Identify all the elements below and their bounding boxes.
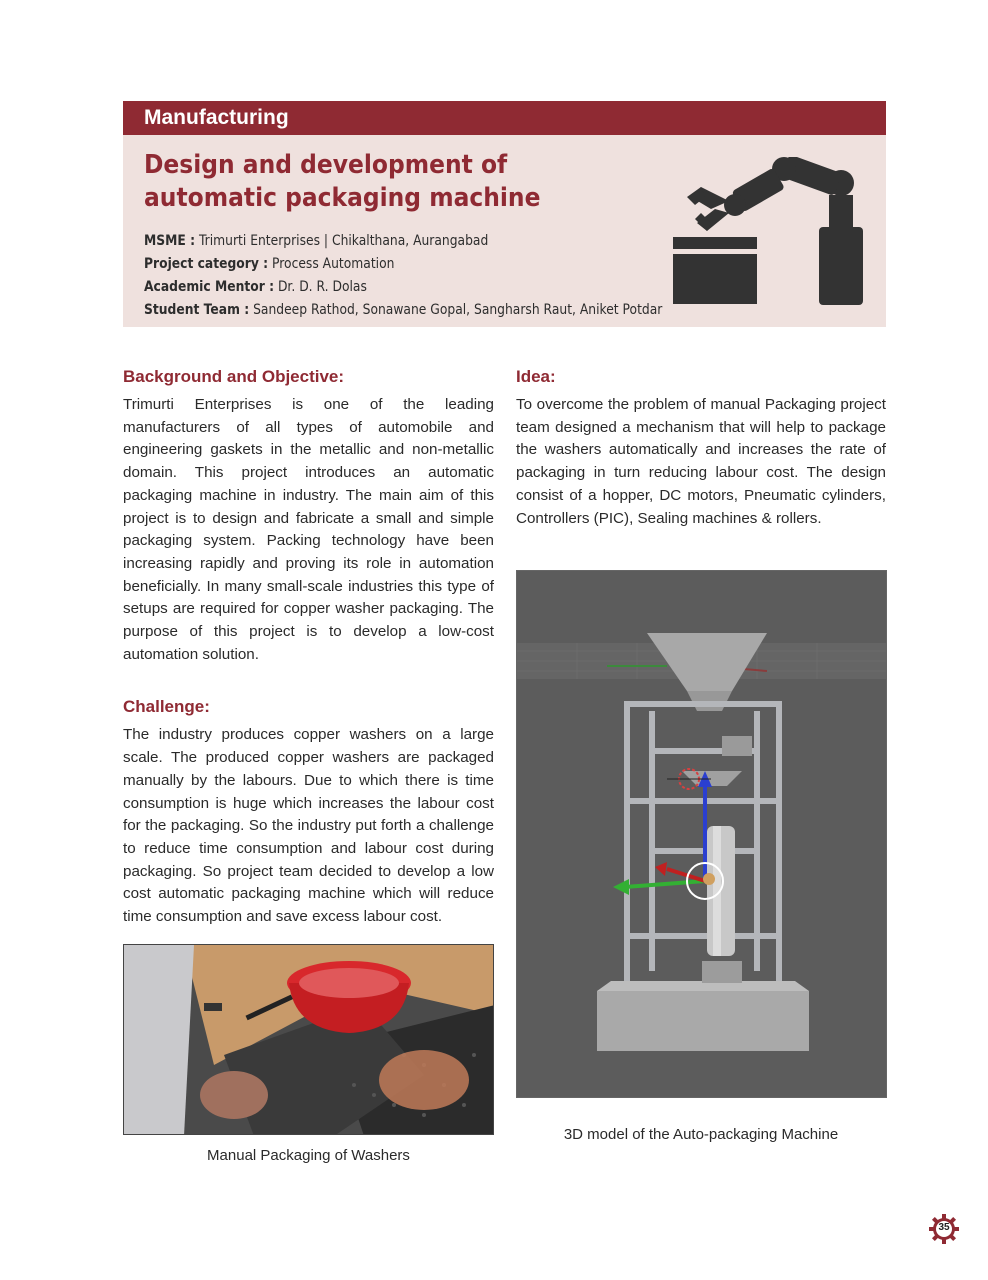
idea-text: To overcome the problem of manual Packaging project team designed a mechanism that will help to package the washers automatically and increases the rate of packaging in turn reducing labour cost. The design consist of a hopper, DC motors, Pneumatic cylinders, Controllers (PIC), Sealing machines & rollers. — [516, 396, 886, 527]
meta-value: Dr. D. R. Dolas — [277, 279, 367, 295]
page-title: Design and development of automatic packaging machine — [144, 150, 541, 213]
meta-mentor — [144, 276, 637, 299]
background-text: Trimurti Enterprises is one of the leading manufacturers of all types of automobile and engineering gaskets in the metallic and non-metallic domain. This project introduces an automatic packaging machine in industry. The main aim of this project is to design and fabricate a small and simple packaging system. Packing technology have been increasing rapidly and proving its role in automation beneficially. In many small-scale industries this type of setups are required for copper washer packaging. The purpose of this project is to develop a low-cost automation solution. — [123, 396, 494, 663]
challenge-text: The industry produces copper washers on a large scale. The produced copper washers are packaged manually by the labours. Due to which there is time consumption is huge which increases the labour cost for the packaging. So the industry put forth a challenge to reduce time consumption and labour cost during packaging. So project team decided to develop a low cost automatic packaging machine which will reduce time consumption and save excess labour cost. — [123, 726, 494, 926]
meta-key: Student Team : — [144, 302, 250, 318]
background-heading: Background and Objective: — [123, 367, 345, 386]
meta-key: MSME : — [144, 233, 196, 249]
left-column — [123, 366, 494, 929]
section-bar — [123, 101, 886, 135]
meta-key: Project category : — [144, 256, 269, 272]
meta-team — [144, 299, 663, 322]
machine-3d-model-image — [516, 570, 887, 1098]
meta-key: Academic Mentor : — [144, 279, 275, 295]
project-meta — [144, 230, 704, 322]
robot-arm-icon — [671, 157, 866, 307]
photo-caption: Manual Packaging of Washers — [207, 1147, 410, 1164]
manual-packaging-photo — [123, 944, 494, 1135]
idea-heading: Idea: — [516, 367, 556, 386]
section-label: Manufacturing — [144, 106, 289, 129]
page-number: 35 — [938, 1222, 950, 1233]
meta-msme — [144, 230, 637, 253]
challenge-heading: Challenge: — [123, 697, 210, 717]
meta-value: Sandeep Rathod, Sonawane Gopal, Sangharsh Raut, Aniket Potdar — [253, 302, 663, 318]
meta-value: Process Automation — [272, 256, 395, 272]
project-header — [123, 135, 886, 327]
model-caption: 3D model of the Auto-packaging Machine — [563, 1126, 839, 1143]
meta-value: Trimurti Enterprises | Chikalthana, Aurangabad — [198, 233, 489, 249]
right-column — [516, 366, 886, 530]
meta-category — [144, 253, 637, 276]
